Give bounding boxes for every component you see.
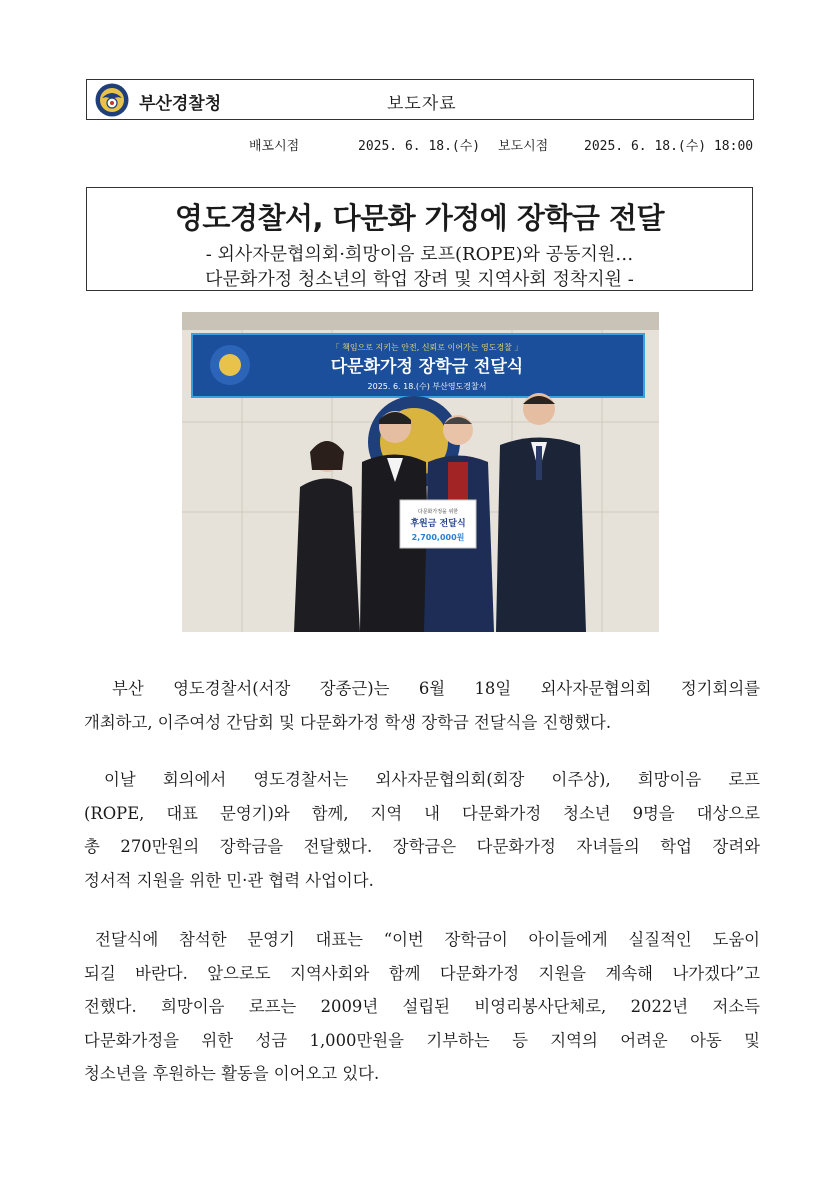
banner-title: 다문화가정 장학금 전달식	[330, 357, 524, 377]
paragraph-2	[84, 763, 760, 897]
subtitle-line-1: - 외사자문협의회·희망이음 로프(ROPE)와 공동지원…	[205, 244, 634, 265]
headline: 영도경찰서, 다문화 가정에 장학금 전달	[174, 201, 665, 235]
release-value: 2025. 6. 18.(수)	[358, 139, 481, 154]
police-emblem-icon	[95, 83, 129, 117]
board-line-2: 후원금 전달식	[410, 519, 466, 529]
report-value: 2025. 6. 18.(수) 18:00	[584, 139, 754, 154]
release-label: 배포시점	[249, 139, 300, 154]
board-line-1: 다문화가정을 위한	[417, 509, 459, 515]
text-line: (ROPE, 대표 문영기)와 함께, 지역 내 다문화가정 청소년 9명을 대상으로	[84, 803, 760, 823]
text-line: 전달식에 참석한 문영기 대표는 “이번 장학금이 아이들에게 실질적인 도움이	[95, 930, 760, 949]
text-line: 청소년을 후원하는 활동을 이어오고 있다.	[84, 1064, 380, 1084]
org-name: 부산경찰청	[139, 94, 222, 114]
paragraph-1	[84, 672, 760, 739]
text-line: 되길 바란다. 앞으로도 지역사회와 함께 다문화가정 지원을 계속해 나가겠다”고	[84, 963, 760, 983]
banner-slogan: 「 책임으로 지키는 안전, 신뢰로 이어가는 영도경찰 」	[331, 343, 523, 352]
text-line: 이날 회의에서 영도경찰서는 외사자문협의회(회장 이주상), 희망이음 로프	[104, 770, 760, 789]
text-line: 정서적 지원을 위한 민·관 협력 사업이다.	[84, 870, 374, 890]
text-line: 부산 영도경찰서(서장 장종근)는 6월 18일 외사자문협의회 정기회의를	[112, 679, 760, 698]
document-header	[86, 79, 754, 120]
board-amount: 2,700,000원	[411, 533, 465, 542]
report-label: 보도시점	[498, 139, 549, 154]
text-line: 전했다. 희망이음 로프는 2009년 설립된 비영리봉사단체로, 2022년 저소득	[84, 997, 760, 1017]
text-line: 다문화가정을 위한 성금 1,000만원을 기부하는 등 지역의 어려운 아동 및	[84, 1030, 760, 1050]
text-line: 개최하고, 이주여성 간담회 및 다문화가정 학생 장학금 전달식을 진행했다.	[84, 712, 612, 732]
paragraph-3	[84, 923, 760, 1091]
doc-type: 보도자료	[387, 94, 457, 114]
text-line: 총 270만원의 장학금을 전달했다. 장학금은 다문화가정 자녀들의 학업 장려와	[84, 837, 760, 857]
subtitle-line-2: 다문화가정 청소년의 학업 장려 및 지역사회 정착지원 -	[205, 269, 634, 290]
title-box	[86, 187, 753, 291]
ceremony-photo	[182, 312, 659, 632]
banner-date: 2025. 6. 18.(수) 부산영도경찰서	[367, 382, 487, 391]
